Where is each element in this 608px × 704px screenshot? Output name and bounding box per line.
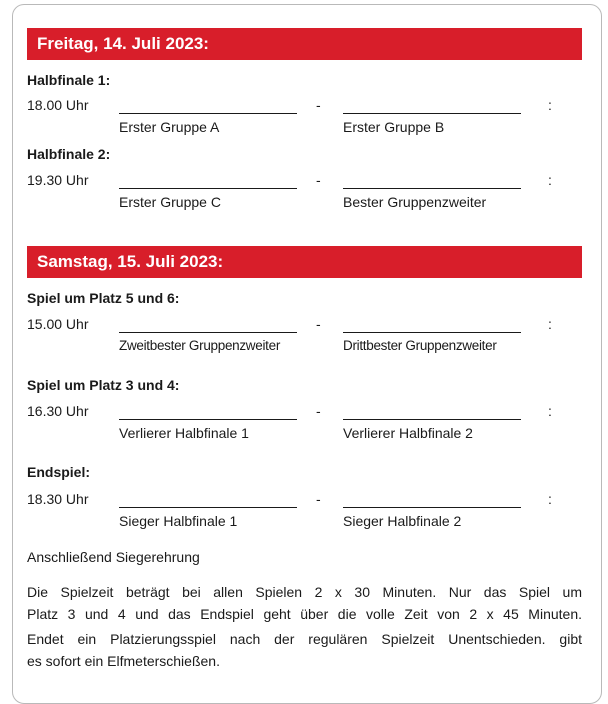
match-time: 15.00 Uhr — [27, 316, 89, 332]
penalty-note — [27, 628, 582, 672]
team-label-left: Erster Gruppe C — [119, 194, 221, 210]
match-heading-halbfinale-1: Halbfinale 1: — [27, 72, 111, 88]
score-line-left — [119, 188, 297, 189]
score-line-right — [343, 419, 521, 420]
team-label-left: Verlierer Halbfinale 1 — [119, 425, 249, 441]
playtime-note-line-1: Die Spielzeit beträgt bei allen Spielen 2 x 30 Minuten. Nur das Spiel um — [27, 584, 582, 600]
playtime-note-line-2: Platz 3 und 4 und das Endspiel geht über die volle Zeit von 2 x 45 Minuten. — [27, 606, 582, 622]
score-line-left — [119, 113, 297, 114]
team-label-right: Verlierer Halbfinale 2 — [343, 425, 473, 441]
match-time: 16.30 Uhr — [27, 403, 89, 419]
colon-separator: : — [548, 316, 552, 332]
score-line-left — [119, 332, 297, 333]
dash-separator: - — [316, 172, 321, 188]
score-line-left — [119, 507, 297, 508]
score-line-right — [343, 507, 521, 508]
match-heading-platz-5-6: Spiel um Platz 5 und 6: — [27, 290, 180, 306]
team-label-right: Drittbester Gruppenzweiter — [343, 338, 497, 353]
colon-separator: : — [548, 403, 552, 419]
team-label-right: Bester Gruppenzweiter — [343, 194, 487, 210]
team-label-left: Zweitbester Gruppenzweiter — [119, 338, 281, 353]
ceremony-note: Anschließend Siegerehrung — [27, 549, 200, 565]
dash-separator: - — [316, 491, 321, 507]
colon-separator: : — [548, 97, 552, 113]
match-heading-endspiel: Endspiel: — [27, 464, 91, 480]
match-heading-platz-3-4: Spiel um Platz 3 und 4: — [27, 377, 180, 393]
friday-banner: Freitag, 14. Juli 2023: — [27, 28, 582, 60]
penalty-note-line-1: Endet ein Platzierungsspiel nach der regulären Spielzeit Unentschieden. gibt — [27, 631, 582, 647]
playtime-note — [27, 581, 582, 625]
penalty-note-line-2: es sofort ein Elfmeterschießen. — [27, 653, 220, 669]
dash-separator: - — [316, 97, 321, 113]
saturday-banner: Samstag, 15. Juli 2023: — [27, 246, 582, 278]
score-line-right — [343, 113, 521, 114]
team-label-right: Sieger Halbfinale 2 — [343, 513, 462, 529]
colon-separator: : — [548, 491, 552, 507]
colon-separator: : — [548, 172, 552, 188]
dash-separator: - — [316, 403, 321, 419]
team-label-left: Sieger Halbfinale 1 — [119, 513, 238, 529]
match-heading-halbfinale-2: Halbfinale 2: — [27, 146, 111, 162]
match-time: 19.30 Uhr — [27, 172, 89, 188]
dash-separator: - — [316, 316, 321, 332]
score-line-right — [343, 332, 521, 333]
score-line-left — [119, 419, 297, 420]
score-line-right — [343, 188, 521, 189]
match-time: 18.30 Uhr — [27, 491, 89, 507]
team-label-left: Erster Gruppe A — [119, 119, 220, 135]
match-time: 18.00 Uhr — [27, 97, 89, 113]
team-label-right: Erster Gruppe B — [343, 119, 445, 135]
